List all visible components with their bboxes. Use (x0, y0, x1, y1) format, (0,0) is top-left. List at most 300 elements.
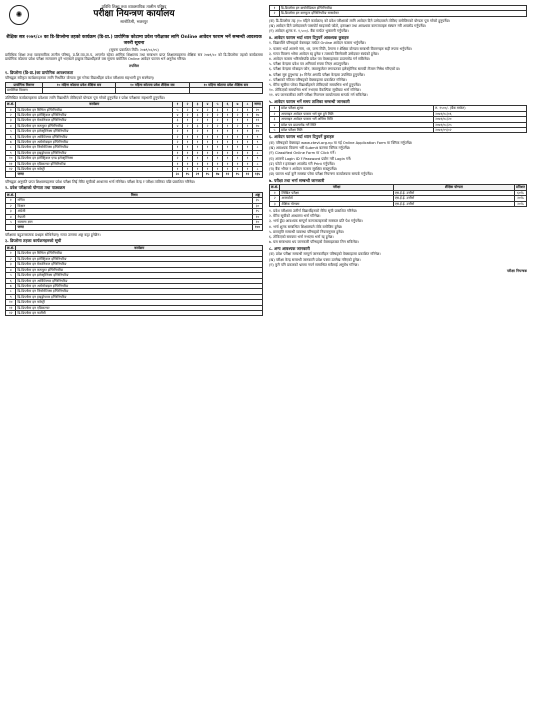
table-cell: १ (6, 107, 16, 112)
table-cell: डि-डिप्लोमा इन सिभिल इन्जिनियरिङ (16, 251, 263, 256)
table-cell: १५ (253, 209, 263, 214)
list-item: ६. तोकिएको समयमा भर्ना नभएमा भर्ना रद्द हुनेछ। (269, 234, 334, 239)
table-cell: १२ (223, 172, 233, 177)
table-cell: १ (213, 129, 223, 134)
table-cell: २८ (173, 172, 183, 177)
table-cell: २ (183, 107, 193, 112)
table-cell: १ (183, 118, 193, 123)
table-cell: अन्तर्वार्ता (280, 196, 393, 201)
table-cell: ४ (6, 267, 16, 272)
table-cell: १ (213, 140, 223, 145)
table-cell: १ (223, 150, 233, 155)
table-cell: १ (243, 134, 253, 139)
table-cell: ५ (270, 128, 280, 133)
table-header-cell: ६ (223, 102, 233, 107)
table-cell: डि-डिप्लोमा इन फरेस्ट्री (16, 167, 173, 172)
list-item: (च) बैंक भौचर र आवेदन फाराम सुरक्षित राख्नुपर्नेछ। (269, 167, 338, 171)
right-column (269, 4, 527, 716)
table-cell: प्रवेश परीक्षा मिति (280, 128, 434, 133)
table-cell: २ (6, 112, 16, 117)
table-row (6, 310, 263, 315)
table-cell: १ (213, 150, 223, 155)
table-header-cell: ३ (193, 102, 203, 107)
table-cell: २ (203, 123, 213, 128)
section-1-note-2: परिषद्बाट अनुमति प्राप्त शिक्षालयहरुमा प्रवेश परीक्षा लिई मेरिट सूचीको आधारमा भर्ना गरिनेछ। परीक्षा केन्द्र र परीक्षा तालिका पछि प्रकाशित गरिनेछ। (5, 179, 196, 184)
table-cell: १ (243, 112, 253, 117)
table-header-cell: ७ (233, 102, 243, 107)
table-cell: २ (203, 112, 213, 117)
table-cell: ३ (173, 118, 183, 123)
table-cell: २ (213, 118, 223, 123)
notice-header (5, 4, 263, 34)
table-cell: १ (233, 150, 243, 155)
table-header-cell: १ (173, 102, 183, 107)
table-cell: ६ (6, 278, 16, 283)
table-header-cell: जम्मा (254, 102, 261, 107)
table-header-cell: २ (183, 102, 193, 107)
table-cell: ३ (6, 262, 16, 267)
table-cell: १ (233, 118, 243, 123)
table-cell: १ (233, 140, 243, 145)
table-cell: १०० (253, 225, 263, 230)
table-total-row (6, 172, 263, 177)
list-item: (क) प्रवेश परीक्षा सम्बन्धी सम्पूर्ण जानकारीहरु परिषद्को वेबसाइटमा प्रकाशित गरिनेछ। (269, 252, 381, 257)
table-cell: २ (6, 256, 16, 261)
table-header-cell: क्र.सं. (7, 193, 15, 198)
table-cell: एस.ई.ई. उत्तीर्ण (393, 190, 514, 195)
table-cell: १ (233, 167, 243, 172)
list-item: (ख) आवश्यक विवरण भरी Submit बटनमा क्लिक गर्नुपर्नेछ। (269, 146, 351, 151)
table-cell: २० (253, 107, 263, 112)
table-cell: ४ (270, 122, 280, 127)
table-header-cell: अङ्क (253, 193, 263, 198)
table-cell: ५ (6, 220, 16, 225)
table-cell: १ (243, 129, 253, 134)
table-cell: जम्मा (16, 172, 173, 177)
table-cell: २ (183, 112, 193, 117)
list-item: (ग) कुनै पनि प्रकारको भ्रममा नपर्न सम्बन्धित सबैलाई अनुरोध गरिन्छ। (269, 262, 359, 267)
section-1-text: परिषद्बाट स्वीकृत कार्यक्रमहरुका लागि निर्धारित योग्यता पूरा गरेका विद्यार्थीहरु प्रवेश परीक्षामा सहभागी हुन सक्नेछन्। (5, 76, 155, 81)
list-item: ११. थप जानकारीका लागि परीक्षा नियन्त्रण कार्यालयमा सम्पर्क गर्न सकिनेछ। (269, 93, 368, 98)
section-6-title: ६. आवेदन फाराम भर्दा ध्यान दिनुपर्ने कुराहरु (269, 134, 334, 140)
table-cell: २०७९/०८/०६ (434, 111, 527, 116)
table-cell: १ (243, 156, 253, 161)
table-cell: १ (213, 145, 223, 150)
table-header-cell: प्रायोगिक विवरण (6, 82, 43, 87)
table-cell: १ (193, 145, 203, 150)
office-name: परीक्षा नियन्त्रण कार्यालय (93, 9, 175, 19)
table-cell: १ (213, 156, 223, 161)
list-item: (ग) आवेदन शुल्क रु. १,५००/- बैंक मार्फत भुक्तानी गर्नुपर्नेछ। (269, 29, 349, 34)
table-cell: १ (203, 150, 213, 155)
table-cell: जम्मा (16, 225, 253, 230)
table-cell: १ (193, 134, 203, 139)
list-item: ८. परीक्षाको नतिजा परिषद्को वेबसाइटमा प्रकाशित गरिनेछ। (269, 77, 347, 82)
table-cell: १ (233, 161, 243, 166)
table-cell: १ (173, 145, 183, 150)
table-cell: ८ (6, 145, 16, 150)
online-steps (269, 141, 527, 177)
list-item: ६. परीक्षा केन्द्रमा मोबाइल फोन, क्याल्कुलेटर लगायतका इलेक्ट्रोनिक सामग्री लैजान निषेध गरिएको छ। (269, 67, 401, 72)
table-cell: ७ (6, 283, 16, 288)
table-cell: १ (233, 134, 243, 139)
table-cell: १० (253, 214, 263, 219)
table-cell: ४ (6, 214, 16, 219)
table-cell: १ (243, 167, 253, 172)
list-item: २. फाराम भर्दा आफ्नो नाम, थर, जन्म मिति, ठेगाना र शैक्षिक योग्यता सम्बन्धी विवरणहरु सही रुपमा भर्नुपर्नेछ। (269, 46, 413, 51)
list-item: ५. छात्रवृत्ति सम्बन्धी व्यवस्था परिषद्को नियमानुसार हुनेछ। (269, 229, 345, 234)
table-cell: अनलाइन आवेदन फाराम भर्न सुरु हुने मिति (280, 111, 434, 116)
table-cell: २०७९/०९/०२ (434, 128, 527, 133)
table-cell: १ (203, 140, 213, 145)
section-8-title: ८. अन्य आवश्यक जानकारी (269, 245, 310, 251)
list-item: ३. गलत विवरण भरेमा आवेदन रद्द हुनेछ र त्यसको जिम्मेवारी उम्मेदवार स्वयंको हुनेछ। (269, 51, 379, 56)
table-cell: प्रवेश परीक्षा शुल्क (280, 106, 434, 111)
signature: परीक्षा नियन्त्रक (506, 269, 527, 274)
table-cell: १ (213, 161, 223, 166)
table-cell: १ (233, 145, 243, 150)
list-item: (छ) फाराम भर्दा कुनै समस्या परेमा परीक्षा नियन्त्रण कार्यालयमा सम्पर्क गर्नुपर्नेछ। (269, 172, 374, 177)
table-cell: २०७९/०८/२० (434, 117, 527, 122)
table-cell: १ (183, 167, 193, 172)
table-cell: ८ (253, 150, 263, 155)
program-list-table (5, 245, 263, 316)
office-location: सानोठिमी, भक्तपुर (120, 19, 148, 24)
table-cell: ६ (6, 134, 16, 139)
list-item: (क) डि-डिप्लोमा तह (१० महिने कार्यक्रम) को प्रवेश परीक्षाको लागि आवेदन दिने उम्मेदवारले तोकिए बमोजिमको योग्यता पूरा गरेको हुनुपर्नेछ। (269, 18, 451, 23)
table-total-row (6, 225, 263, 230)
table-cell: शैक्षिक योग्यता (280, 201, 393, 206)
table-cell: २ (213, 112, 223, 117)
section-2-title: २. प्रवेश परीक्षाको योग्यता तथा पाठ्यक्रम (5, 185, 66, 191)
table-row (6, 88, 263, 93)
table-cell: १ (193, 167, 203, 172)
table-cell: १ (223, 167, 233, 172)
table-cell: १ (6, 251, 16, 256)
table-cell: १ (233, 129, 243, 134)
intro-paragraph: प्राविधिक शिक्षा तथा व्यावसायिक तालीम परिषद्, प्र.शि.व्या.ता.प. अन्तर्गत रहेका आंगिक शिक्षालय तथा सम्बन्धन प्राप्त शिक्षालयहरुमा शैक्षिक सत्र २०७९/८० को डि-डिप्लोमा तहको कार्यक्रममा प्रायोगिक कोटामा प्रवेश परीक्षा सञ्चालन हुने भएकाले इच्छुक विद्यार्थीहरुले यस सूचना बमोजिम Online आवेदन फाराम भर्न अनुरोध गरिन्छ। (5, 52, 263, 62)
table-cell: १ (243, 123, 253, 128)
table-header-cell: क्र.सं. (7, 246, 15, 251)
table-cell: १ (233, 156, 243, 161)
table-cell (6, 172, 16, 177)
table-cell: ९ (253, 140, 263, 145)
section-5-title: ५. आवेदन फाराम भर्ने समय तालिका सम्बन्धी जानकारी (269, 98, 350, 104)
table-cell: २ (173, 129, 183, 134)
table-cell: १ (203, 161, 213, 166)
table-cell (6, 225, 16, 230)
table-cell: डि-डिप्लोमा इन एग्रिकल्चर इन्जिनियरिङ (16, 161, 173, 166)
table-cell: १ (6, 198, 16, 203)
table-cell: विज्ञान (16, 203, 253, 208)
table-cell: १ (183, 129, 193, 134)
table-header-cell: शैक्षिक योग्यता (393, 185, 514, 190)
table-cell: ७ (6, 140, 16, 145)
table-cell: ११ (6, 305, 16, 310)
table-cell: ६०% (515, 190, 527, 195)
table-header-cell: १० महिना कोटामा प्रवेश शैक्षिक सत्र (42, 82, 115, 87)
table-cell: ९ (253, 134, 263, 139)
table-cell: १ (173, 150, 183, 155)
table-header-cell: कार्यक्रम (16, 102, 173, 107)
table-header-cell: प्रतिशत (516, 185, 525, 190)
table-cell: लिखित परीक्षा (280, 190, 393, 195)
table-cell: डि-डिप्लोमा इन जियोमेटिक्स इन्जिनियरिङ (16, 145, 173, 150)
table-cell: डि-डिप्लोमा इन अटोमोबाइल इन्जिनियरिङ (16, 140, 173, 145)
section-3-title: ३. डिप्लोमा तहका कार्यक्रमहरुको सूची (5, 238, 62, 244)
table-cell: ५ (6, 273, 16, 278)
table-cell: डि-डिप्लोमा इन इलेक्ट्रोनिक्स इन्जिनियरिङ (16, 273, 263, 278)
table-cell: डि-डिप्लोमा इन सिभिल इन्जिनियरिङ (16, 107, 173, 112)
table-cell: १ (243, 118, 253, 123)
left-column (5, 4, 263, 716)
table-cell: डि-डिप्लोमा इन जियोमेटिक्स इन्जिनियरिङ (16, 289, 263, 294)
table-cell: १ (203, 134, 213, 139)
list-item: १०. तोकिएको समयभित्र भर्ना नभएमा वैकल्पिक सूचीबाट भर्ना गरिनेछ। (269, 88, 361, 93)
table-cell: डि-डिप्लोमा इन फार्मेसी (16, 310, 263, 315)
table-cell: २ (6, 203, 16, 208)
table-cell: डि-डिप्लोमा इन इलेक्ट्रोनिक्स इन्जिनियरिङ (16, 129, 173, 134)
table-cell: १२ (243, 172, 253, 177)
table-cell: २०% (515, 201, 527, 206)
table-cell: २ (203, 107, 213, 112)
list-item: १. प्रवेश परीक्षामा उत्तीर्ण विद्यार्थीहरुको मेरिट सूची प्रकाशित गरिनेछ। (269, 209, 358, 213)
table-header-cell: क्र.सं. (7, 102, 15, 107)
section-7-title: ७. परीक्षा तथा भर्ना सम्बन्धी जानकारी (269, 177, 325, 183)
table-cell: १२ (253, 118, 263, 123)
table-cell: १ (223, 145, 233, 150)
table-cell: एस.ई.ई. उत्तीर्ण (393, 196, 514, 201)
table-cell: ८ (253, 161, 263, 166)
table-cell: १ (203, 145, 213, 150)
table-cell: १ (203, 167, 213, 172)
table-cell: १ (270, 190, 280, 195)
table-header-cell: परीक्षा (280, 185, 393, 190)
table-cell: डि-डिप्लोमा इन मेकानिकल इन्जिनियरिङ (16, 262, 263, 267)
schedule-table (269, 105, 527, 133)
table-cell: एस.ई.ई. उत्तीर्ण (393, 201, 514, 206)
table-cell: १० (6, 156, 16, 161)
list-item: (क) परिषद्को वेबसाइट www.ctevt.org.np मा गई Online Application Form मा क्लिक गर्नुपर्नेछ। (269, 141, 413, 146)
table-cell: ९ (6, 294, 16, 299)
section-4-title: ४. आवेदन फाराम भर्दा ध्यान दिनुपर्ने आवश्यक कुराहरु (269, 34, 349, 40)
table-cell: ११ (6, 161, 16, 166)
table-cell: ३ (270, 117, 280, 122)
table-cell: १० (253, 129, 263, 134)
list-item: (ङ) फोटो र हस्ताक्षर अपलोड गरी Print गर्नुपर्नेछ। (269, 161, 336, 166)
list-item: (ख) परीक्षा केन्द्र सम्बन्धी जानकारी प्रवेश पत्रमा उल्लेख गरिएको हुनेछ। (269, 257, 361, 262)
table-cell: डि-डिप्लोमा इन इलेक्ट्रिकल इन्जिनियरिङ (16, 112, 173, 117)
table-row (270, 201, 527, 206)
section-label: तपसिल (129, 63, 139, 68)
section-1-note: उल्लिखित कार्यक्रमहरुमा प्रवेशका लागि विद्यार्थीले तोकिएको योग्यता पूरा गरेको हुनुपर्नेछ र प्रवेश परीक्षामा सहभागी हुनुपर्नेछ। (5, 95, 166, 100)
table-cell: १ (183, 156, 193, 161)
table-cell: ९ (253, 156, 263, 161)
table-cell: २ (173, 134, 183, 139)
table-cell: २०७९/०८/२५ (434, 122, 527, 127)
table-cell: डि-डिप्लोमा इन मेकानिकल इन्जिनियरिङ (16, 118, 173, 123)
table-cell (116, 88, 189, 93)
section-1-title: १. डिप्लोमा (डि-प्रा.)का प्रायोगिक आवश्यकता (5, 69, 74, 75)
table-cell: नेपाली (16, 214, 253, 219)
table-cell: डि-डिप्लोमा इन इलेक्ट्रिकल एण्ड इलेक्ट्रोनिक्स (16, 156, 173, 161)
table-cell: डि-डिप्लोमा इन अटोमोबाइल इन्जिनियरिङ (16, 283, 263, 288)
table-cell: ३ (6, 209, 16, 214)
program-continuation-table (269, 5, 527, 17)
table-cell: १ (193, 156, 203, 161)
table-cell: १ (183, 134, 193, 139)
table-cell: डि-डिप्लोमा इन हाइड्रोपावर इन्जिनियरिङ (16, 150, 173, 155)
table-cell: डि-डिप्लोमा इन इलेक्ट्रिकल इन्जिनियरिङ (16, 256, 263, 261)
table-cell: ८ (6, 289, 16, 294)
application-points (269, 41, 527, 97)
table-cell: ५ (6, 129, 16, 134)
table-cell: १ (193, 140, 203, 145)
table-header-cell: क्र.सं. (271, 185, 279, 190)
list-item: १. विद्यार्थीले परिषद्को वेबसाइट मार्फत Online आवेदन फाराम भर्नुपर्नेछ। (269, 41, 366, 46)
table-cell: १५ (233, 172, 243, 177)
table-cell: २ (213, 123, 223, 128)
table-cell: अंग्रेजी (16, 209, 253, 214)
list-item: ७. यस सम्बन्धमा थप जानकारी परिषद्को वेबसाइटबाट लिन सकिनेछ। (269, 240, 359, 245)
table-cell: ३ (193, 123, 203, 128)
table-cell: डि-डिप्लोमा इन कम्प्युटर इन्जिनियरिङ सफ्टवेयर (280, 11, 527, 16)
table-cell: १७ (253, 112, 263, 117)
table-cell: १ (223, 134, 233, 139)
list-item: ५. परीक्षा केन्द्रमा प्रवेश पत्र अनिवार्य रुपमा लिएर आउनुपर्नेछ। (269, 62, 349, 67)
table-cell: १ (223, 107, 233, 112)
table-cell: १३५ (253, 172, 263, 177)
table-cell: डि-डिप्लोमा इन बायोमेडिकल इन्जिनियरिङ (280, 6, 527, 11)
table-cell: प्रवेश पत्र डाउनलोड गर्ने मिति (280, 122, 434, 127)
table-cell: ३ (6, 118, 16, 123)
admission-points (269, 209, 527, 245)
table-header-cell: ८ (243, 102, 253, 107)
table-cell: २ (233, 123, 243, 128)
table-cell: १ (183, 150, 193, 155)
table-cell: २ (233, 107, 243, 112)
table-cell: डि-डिप्लोमा इन हाइड्रोपावर इन्जिनियरिङ (16, 294, 263, 299)
list-item: (ख) आवेदन दिने उम्मेदवारले पासपोर्ट साइजको फोटो, हस्ताक्षर तथा आवश्यक कागजातहरु स्क्यान गरी अपलोड गर्नुपर्नेछ। (269, 24, 427, 28)
table-cell: २ (270, 11, 280, 16)
table-cell: २ (270, 196, 280, 201)
table-cell: १५ (203, 172, 213, 177)
list-item: ४. भर्ना शुल्क सम्बन्धित शिक्षालयले तोके बमोजिम हुनेछ। (269, 224, 343, 229)
table-header-cell: ५ (213, 102, 223, 107)
table-cell: २ (193, 118, 203, 123)
table-cell: ४ (6, 123, 16, 128)
emblem-icon: ✺ (9, 5, 29, 25)
table-cell: १ (183, 161, 193, 166)
table-cell: ८ (253, 167, 263, 172)
table-cell: १ (213, 167, 223, 172)
list-item: ४. आवेदन फाराम भरिसकेपछि प्रवेश पत्र वेबसाइटबाट डाउनलोड गर्न सकिनेछ। (269, 56, 371, 61)
table-cell: १ (243, 150, 253, 155)
list-item: (ग) Classified Online Form मा Click गर्ने। (269, 151, 336, 156)
table-cell: ४ (173, 123, 183, 128)
table-cell: ३ (213, 107, 223, 112)
org-line: प्रविधि शिक्षा तथा व्यावसायिक तालीम परिषद् (101, 4, 167, 9)
table-cell: डि-डिप्लोमा इन फरेस्ट्री (16, 300, 263, 305)
table-cell: १ (193, 150, 203, 155)
table-cell: डि-डिप्लोमा इन आर्किटेक्चर इन्जिनियरिङ (16, 134, 173, 139)
quota-table (5, 82, 263, 94)
table-cell: २ (183, 123, 193, 128)
table-cell: १ (223, 123, 233, 128)
table-cell: १ (223, 118, 233, 123)
table-cell: ३ (270, 201, 280, 206)
list-item: ९. मेरिट सूचीमा परेका विद्यार्थीहरुले तोकिएको समयभित्र भर्ना हुनुपर्नेछ। (269, 82, 362, 87)
table-cell: प्रायोगिक विवरण (6, 88, 43, 93)
section-2-note: परीक्षामा बहुउत्तरात्मक प्रश्नहरु सोधिनेछन्। गलत उत्तरमा अङ्क कट्टा हुनेछैन। (5, 232, 101, 237)
table-cell: १ (203, 156, 213, 161)
table-cell: १ (243, 140, 253, 145)
other-points (269, 252, 527, 267)
table-cell: १० (6, 300, 16, 305)
table-cell: ४ (193, 107, 203, 112)
table-cell: १ (203, 118, 213, 123)
table-cell: १ (173, 161, 183, 166)
table-cell: ५ (173, 107, 183, 112)
table-cell: डि-डिप्लोमा इन कम्प्युटर इन्जिनियरिङ (16, 123, 173, 128)
list-item: ३. भर्ना हुँदा आवश्यक सम्पूर्ण कागजातहरुको सक्कल प्रति पेश गर्नुपर्नेछ। (269, 219, 363, 224)
table-cell: ४ (173, 112, 183, 117)
table-cell: २ (270, 111, 280, 116)
table-cell: डि-डिप्लोमा इन कम्प्युटर इन्जिनियरिङ (16, 267, 263, 272)
table-cell: १० (253, 220, 263, 225)
table-cell: २ (173, 140, 183, 145)
table-cell: सामान्य ज्ञान (16, 220, 253, 225)
table-cell: १ (203, 129, 213, 134)
table-cell: १ (270, 106, 280, 111)
table-cell: डि-डिप्लोमा इन आर्किटेक्चर इन्जिनियरिङ (16, 278, 263, 283)
table-cell: अनलाइन आवेदन फाराम भर्ने अन्तिम मिति (280, 117, 434, 122)
table-cell: ९ (6, 150, 16, 155)
table-cell: रु. १५००/- (बैंक मार्फत) (434, 106, 527, 111)
subject-marks-table (5, 192, 263, 231)
eligibility-points (269, 19, 527, 34)
table-cell: २०% (515, 196, 527, 201)
table-cell (189, 88, 262, 93)
table-cell: ३ (193, 112, 203, 117)
table-row (270, 128, 527, 133)
table-cell (42, 88, 115, 93)
table-cell: १ (223, 161, 233, 166)
table-cell: १ (243, 145, 253, 150)
table-cell: १२ (6, 310, 16, 315)
list-item: (घ) आफ्नो Login ID र Password प्रयोग गरी Login गर्ने। (269, 156, 352, 161)
table-cell: २ (193, 129, 203, 134)
table-cell: ८ (253, 145, 263, 150)
notice-title: शैक्षिक सत्र २०७९/८० का डि-डिप्लोमा तहको कार्यक्रम (डि-प्रा.) प्रायोगिक कोटामा प्रवेश परीक्षाका लागि Online आवेदन फाराम भर्ने सम्बन्धी आवश्यक जरुरी सूचना (6, 35, 262, 46)
table-cell: २१ (193, 172, 203, 177)
table-cell: १ (183, 145, 193, 150)
table-header-cell: १० महिना कोटामा प्रवेश शैक्षिक सत्र (116, 82, 189, 87)
seat-table (5, 101, 263, 178)
table-cell: १ (173, 167, 183, 172)
table-cell: गणित (16, 198, 253, 203)
table-cell: १ (213, 134, 223, 139)
table-cell: १ (193, 161, 203, 166)
table-cell: २ (233, 112, 243, 117)
table-header-cell: विषय (16, 193, 253, 198)
list-item: २. मेरिट सूचीको आधारमा भर्ना गरिनेछ। (269, 214, 321, 219)
list-item: ७. परीक्षा सुरु हुनुभन्दा ३० मिनेट अगाडि परीक्षा केन्द्रमा उपस्थित हुनुपर्नेछ। (269, 72, 365, 77)
table-header-cell: कार्यक्रम (16, 246, 263, 251)
table-cell: १ (223, 112, 233, 117)
table-cell: डि-डिप्लोमा इन एग्रिकल्चर (16, 305, 263, 310)
table-cell: १७ (253, 123, 263, 128)
